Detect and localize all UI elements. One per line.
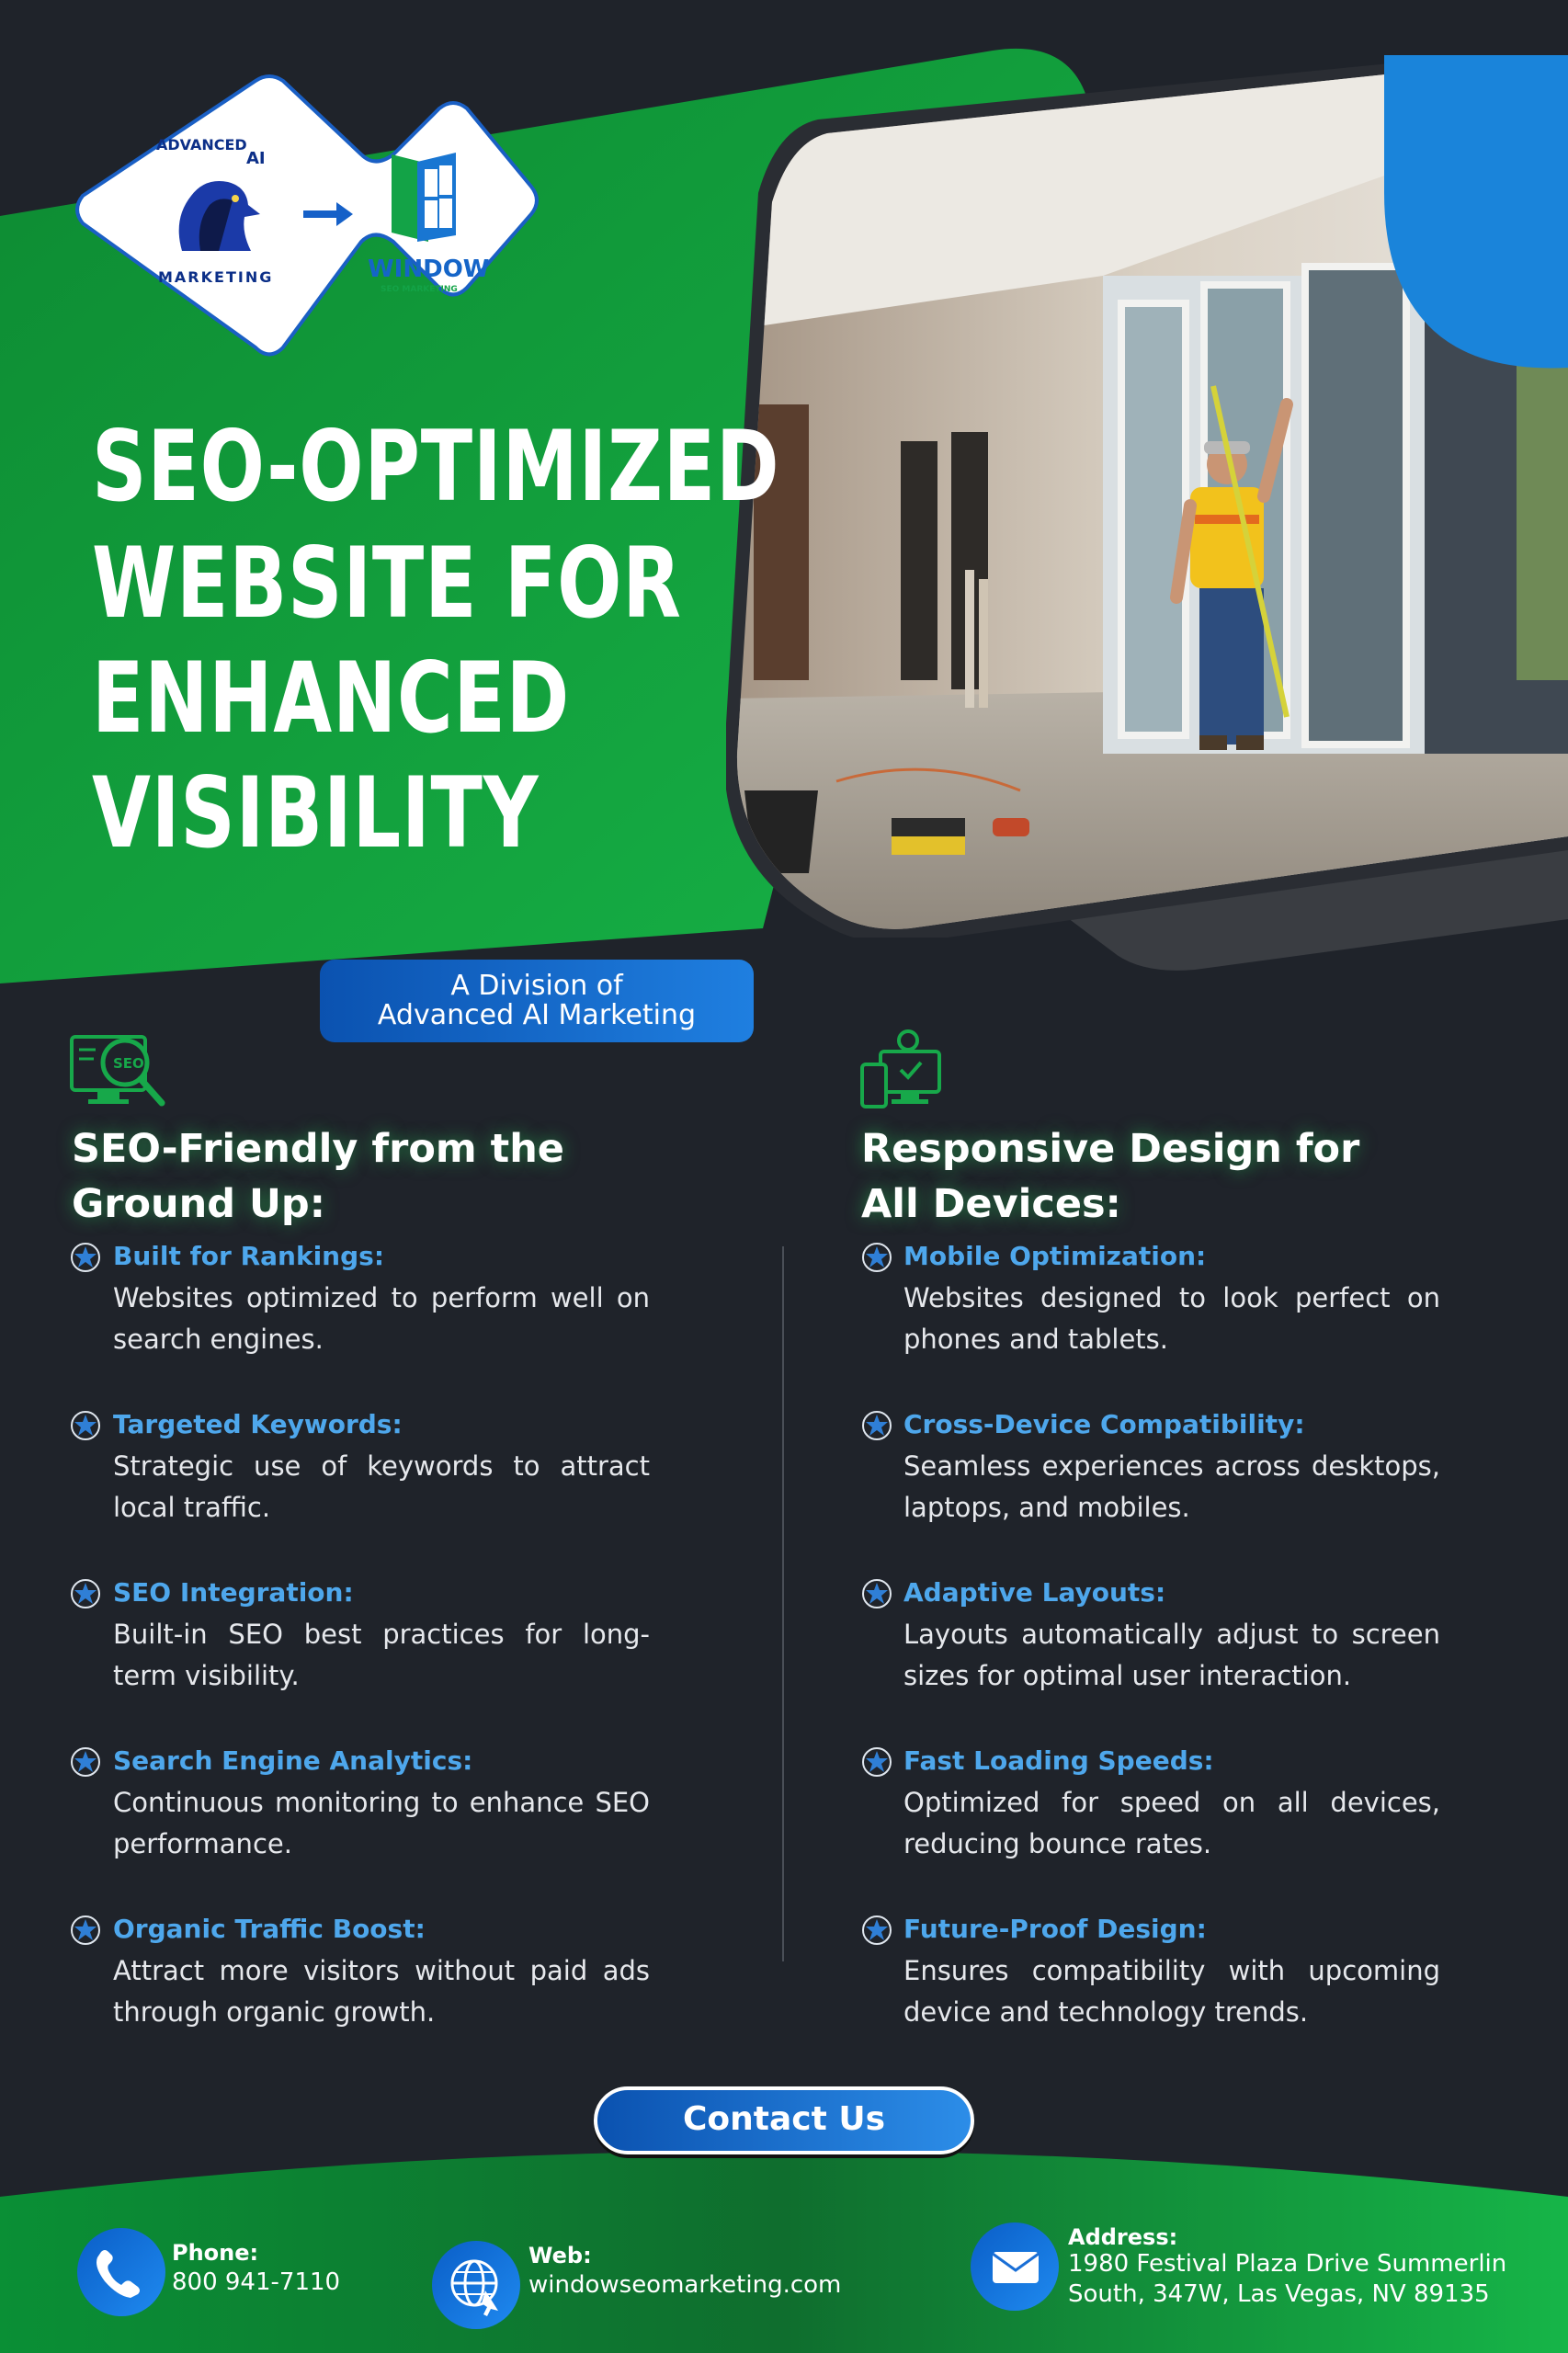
- logo-ai-text: AI: [246, 149, 266, 168]
- feature-title: Cross-Device Compatibility:: [903, 1409, 1305, 1439]
- phone-icon: [77, 2228, 165, 2316]
- feature-title: Search Engine Analytics:: [113, 1745, 473, 1776]
- phone-number[interactable]: 800 941-7110: [172, 2268, 341, 2296]
- seo-monitor-icon: [70, 1029, 169, 1110]
- headline-line-3: ENHANCED: [92, 642, 571, 755]
- left-heading-line-1: SEO-Friendly from the: [72, 1126, 564, 1172]
- logo-marketing-text: MARKETING: [158, 268, 274, 286]
- headline-line-2: WEBSITE FOR: [92, 527, 682, 640]
- feature-title: Targeted Keywords:: [113, 1409, 403, 1439]
- feature-title: Adaptive Layouts:: [903, 1577, 1166, 1608]
- feature-description: Layouts automatically adjust to screen sizes for optimal user interaction.: [903, 1619, 1440, 1691]
- feature-title: Built for Rankings:: [113, 1241, 385, 1271]
- left-heading-line-2: Ground Up:: [72, 1181, 325, 1227]
- feature-title: SEO Integration:: [113, 1577, 354, 1608]
- feature-description: Optimized for speed on all devices, reducing bounce rates.: [903, 1787, 1440, 1859]
- company-logo: [72, 72, 540, 366]
- address-line-2: South, 347W, Las Vegas, NV 89135: [1068, 2280, 1490, 2308]
- logo-advanced-text: ADVANCED: [156, 136, 247, 153]
- star-badge-icon: [70, 1410, 101, 1441]
- star-badge-icon: [861, 1578, 892, 1609]
- star-badge-icon: [861, 1746, 892, 1778]
- feature-title: Mobile Optimization:: [903, 1241, 1207, 1271]
- globe-icon: [432, 2241, 520, 2329]
- star-badge-icon: [70, 1578, 101, 1609]
- arrow-right-icon: [303, 200, 353, 228]
- column-divider: [782, 1246, 784, 1961]
- feature-description: Websites designed to look perfect on phones and tablets.: [903, 1282, 1440, 1355]
- star-badge-icon: [861, 1242, 892, 1273]
- left-column-heading: [72, 1121, 564, 1232]
- feature-description: Continuous monitoring to enhance SEO performance.: [113, 1787, 650, 1859]
- division-line-2: Advanced AI Marketing: [377, 999, 697, 1031]
- star-badge-icon: [861, 1410, 892, 1441]
- star-badge-icon: [70, 1746, 101, 1778]
- feature-description: Ensures compatibility with upcoming device and technology trends.: [903, 1955, 1440, 2028]
- feature-title: Fast Loading Speeds:: [903, 1745, 1214, 1776]
- phone-label: Phone:: [172, 2240, 259, 2266]
- logo-window-subtext: SEO MARKETING: [381, 285, 458, 294]
- web-label: Web:: [528, 2243, 592, 2268]
- division-line-1: A Division of: [450, 970, 623, 1002]
- division-badge: [320, 960, 754, 1042]
- window-icon: [382, 145, 465, 246]
- mail-icon: [971, 2222, 1059, 2311]
- feature-title: Organic Traffic Boost:: [113, 1914, 426, 1944]
- right-heading-line-1: Responsive Design for: [861, 1126, 1360, 1172]
- star-badge-icon: [70, 1915, 101, 1946]
- right-heading-line-2: All Devices:: [861, 1181, 1121, 1227]
- headline-line-4: VISIBILITY: [92, 756, 540, 870]
- feature-description: Seamless experiences across desktops, laptops, and mobiles.: [903, 1450, 1440, 1523]
- right-column-heading: [861, 1121, 1359, 1232]
- star-badge-icon: [861, 1915, 892, 1946]
- photo-illustration: [726, 55, 1568, 938]
- feature-description: Websites optimized to perform well on search engines.: [113, 1282, 650, 1355]
- feature-description: Attract more visitors without paid ads through organic growth.: [113, 1955, 650, 2028]
- headline-line-1: SEO-OPTIMIZED: [92, 410, 780, 523]
- logo-window-text: WINDOW: [368, 256, 490, 283]
- svg-text:SEO: SEO: [113, 1055, 144, 1072]
- address-line-1: 1980 Festival Plaza Drive Summerlin: [1068, 2250, 1507, 2278]
- eagle-icon: [164, 164, 265, 256]
- address-label: Address:: [1068, 2224, 1178, 2250]
- star-badge-icon: [70, 1242, 101, 1273]
- feature-title: Future-Proof Design:: [903, 1914, 1207, 1944]
- responsive-devices-icon: [860, 1028, 947, 1112]
- feature-description: Built-in SEO best practices for long-term visibility.: [113, 1619, 650, 1691]
- contact-us-button[interactable]: Contact Us: [594, 2086, 974, 2154]
- feature-description: Strategic use of keywords to attract local traffic.: [113, 1450, 650, 1523]
- hero-photo: [726, 55, 1568, 938]
- website-link[interactable]: windowseomarketing.com: [528, 2271, 842, 2299]
